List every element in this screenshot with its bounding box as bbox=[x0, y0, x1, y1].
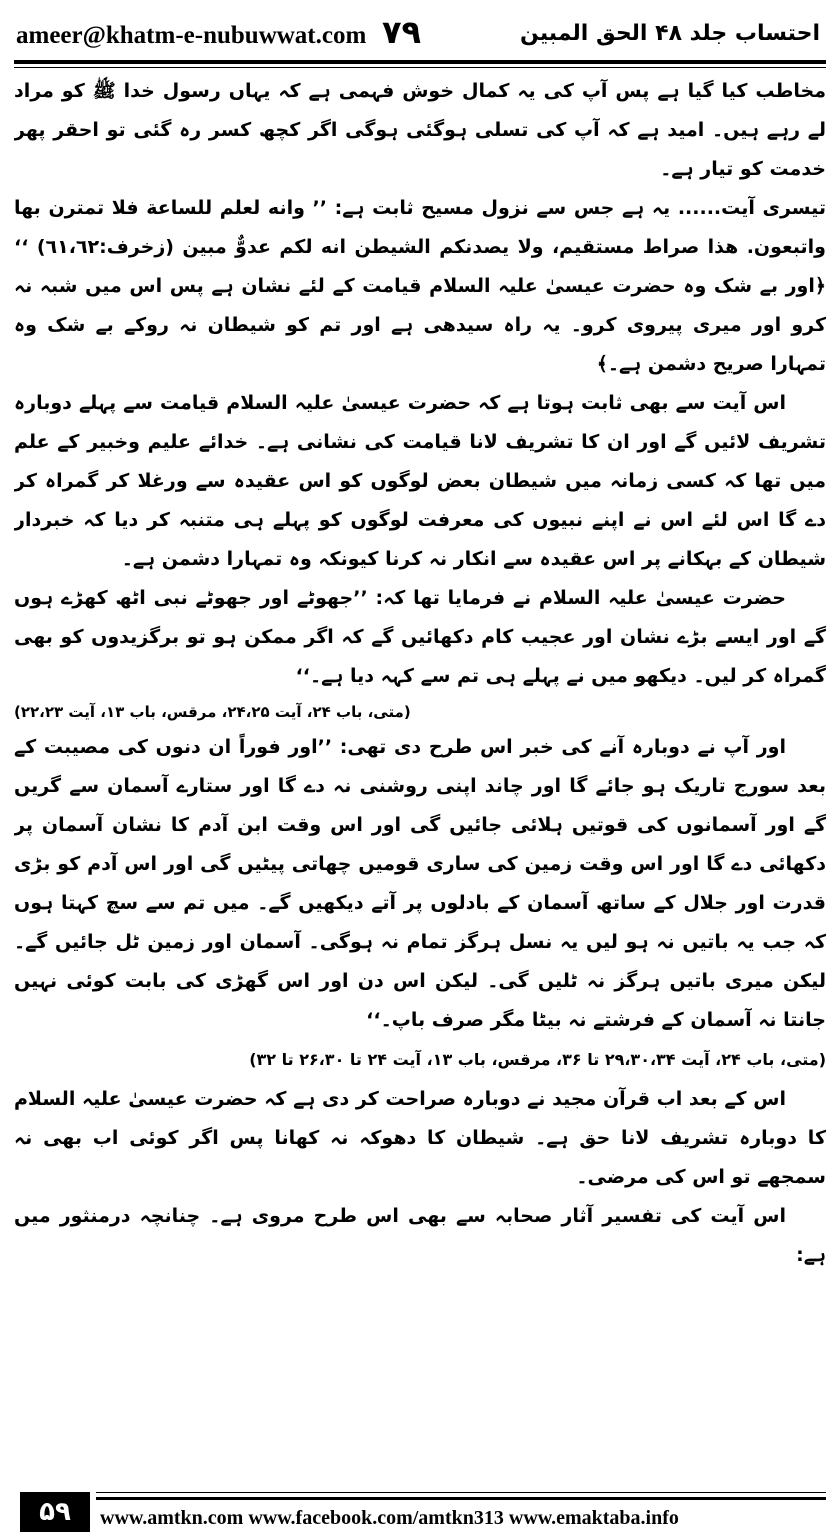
body-paragraph-5: اور آپ نے دوبارہ آنے کی خبر اس طرح دی تھی: ’’اور فوراً ان دنوں کی مصیبت کے بعد سورج تاریک ہو جائے گا اور چاند اپنی روشنی نہ دے گا اور ستارے آسمان سے گریں گے اور آسمانوں کی قوتیں ہلائی جائیں گی اور اس وقت ابن آدم کا نشان آسمان پر دکھائی دے گا اور اس وقت زمین کی ساری قومیں چھاتی پیٹیں گی اور اس آدم کو بڑی قدرت اور جلال کے ساتھ آسمان کے بادلوں پر آتے دیکھیں گے۔ میں تم سے سچ کہتا ہوں کہ جب یہ باتیں نہ ہو لیں یہ نسل ہرگز تمام نہ ہوگی۔ آسمان اور زمین ٹل جائیں گے۔ لیکن میری باتیں ہرگز نہ ٹلیں گی۔ لیکن اس دن اور اس گھڑی کی بابت کوئی نہیں جانتا نہ آسمان کے فرشتے نہ بیٹا مگر صرف باپ۔‘‘ bbox=[14, 736, 826, 1031]
header-email: ameer@khatm-e-nubuwwat.com bbox=[16, 22, 367, 49]
reference-2: (متی، باب ۲۴، آیت ۲۹،۳۰،۳۴ تا ۳۶، مرقس، باب ۱۳، آیت ۲۴ تا ۲۶،۳۰ تا ۳۲) bbox=[249, 1050, 826, 1069]
page-header bbox=[0, 0, 840, 64]
header-rule-thick bbox=[14, 60, 826, 64]
footer-rule-thick bbox=[96, 1497, 826, 1500]
page-footer bbox=[0, 1486, 840, 1540]
body-paragraph-3: اس آیت سے بھی ثابت ہوتا ہے کہ حضرت عیسیٰ علیہ السلام قیامت سے پہلے دوبارہ تشریف لائیں گے اور ان کا تشریف لانا قیامت کی نشانی ہے۔ خدائے علیم وخبیر کے علم میں تھا کہ کسی زمانہ میں شیطان بعض لوگوں کو اس عقیدہ سے ورغلا کر گمراہ کر دے گا اس لئے اس نے اپنے نبیوں کی معرفت لوگوں کو پہلے ہی متنبہ کر دیا کہ خبردار شیطان کے بہکانے پر اس عقیدہ سے انکار نہ کرنا کیونکہ وہ تمہارا دشمن ہے۔ bbox=[14, 392, 826, 570]
body-paragraph-2: تیسری آیت...... یہ ہے جس سے نزول مسیح ثابت ہے: ’’ وانه لعلم للساعة فلا تمترن بها واتبعون. هذا صراط مستقیم، ولا یصدنکم الشیطن انه لکم عدوٌّ مبین (زخرف:٦١،٦٢) ‘‘ ﴿اور بے شک وہ حضرت عیسیٰ علیہ السلام قیامت کے لئے نشان ہے پس اس میں شبہ نہ کرو اور میری پیروی کرو۔ یہ راہ سیدھی ہے اور تم کو شیطان نہ روکے بے شک وہ تمہارا صریح دشمن ہے۔﴾ bbox=[14, 197, 826, 375]
header-book-title: احتساب جلد ۴۸ الحق المبین bbox=[520, 21, 820, 46]
page-body bbox=[14, 72, 826, 1482]
footer-rule-thin bbox=[96, 1492, 826, 1493]
header-page-number: ۷۹ bbox=[382, 13, 422, 51]
body-paragraph-7: اس آیت کی تفسیر آثار صحابہ سے بھی اس طرح مروی ہے۔ چنانچہ درمنثور میں ہے: bbox=[14, 1205, 826, 1266]
footer-urls[interactable]: www.amtkn.com www.facebook.com/amtkn313 www.emaktaba.info bbox=[100, 1507, 679, 1529]
header-rule-thin bbox=[14, 67, 826, 68]
reference-1: (متی، باب ۲۴، آیت ۲۴،۲۵، مرقس، باب ۱۳، آیت ۲۲،۲۳) bbox=[14, 703, 411, 721]
footer-page-number: ۵۹ bbox=[20, 1492, 90, 1532]
body-paragraph-4: حضرت عیسیٰ علیہ السلام نے فرمایا تھا کہ: ’’جھوٹے اور جھوٹے نبی اٹھ کھڑے ہوں گے اور ایسے بڑے نشان اور عجیب کام دکھائیں گے کہ اگر ممکن ہو تو برگزیدوں کو بھی گمراہ کر لیں۔ دیکھو میں نے پہلے ہی تم سے کہہ دیا ہے۔‘‘ bbox=[14, 587, 826, 687]
body-paragraph-1: مخاطب کیا گیا ہے پس آپ کی یہ کمال خوش فہمی ہے کہ یہاں رسول خدا ﷺ کو مراد لے رہے ہیں۔ امید ہے کہ آپ کی تسلی ہوگئی ہوگی اگر کچھ کسر رہ گئی تو احقر پھر خدمت کو تیار ہے۔ bbox=[14, 80, 826, 180]
body-paragraph-6: اس کے بعد اب قرآن مجید نے دوبارہ صراحت کر دی ہے کہ حضرت عیسیٰ علیہ السلام کا دوبارہ تشریف لانا حق ہے۔ شیطان کا دھوکہ نہ کھانا پس اگر کوئی اب بھی نہ سمجھے تو اس کی مرضی۔ bbox=[14, 1088, 826, 1188]
